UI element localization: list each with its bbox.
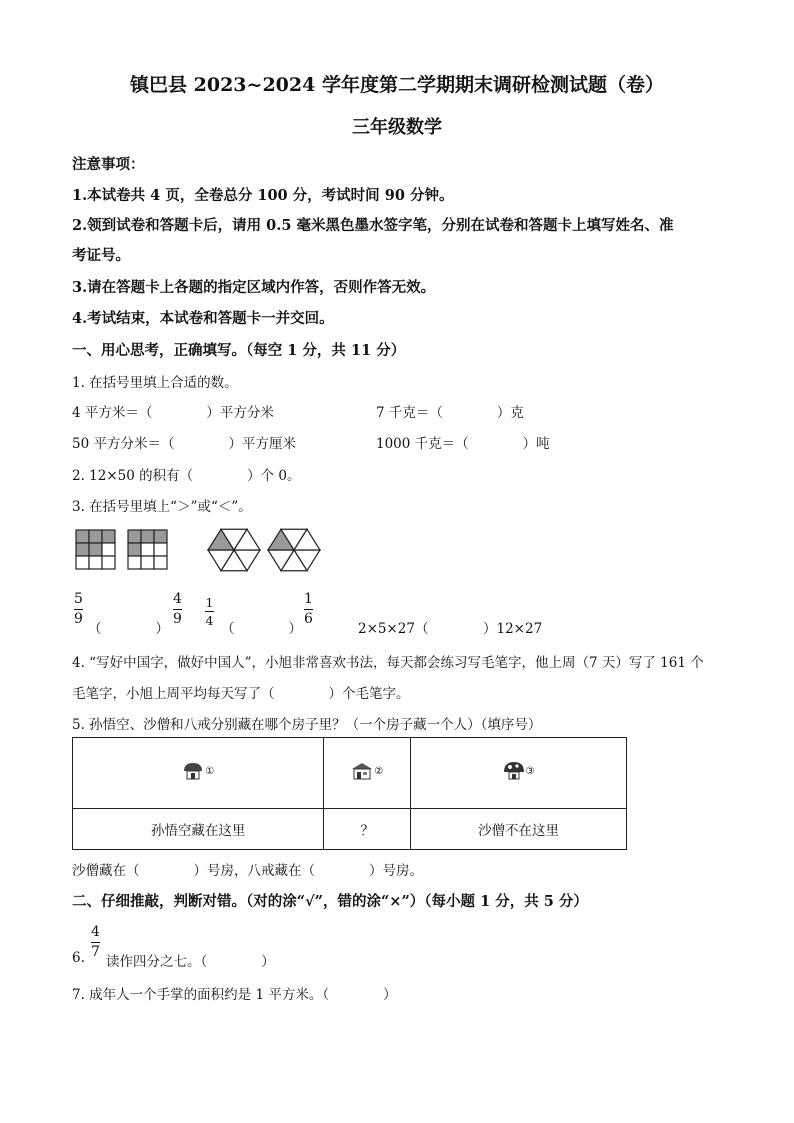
grid-cell <box>102 530 115 543</box>
notice-heading: 注意事项： <box>72 156 145 173</box>
grid-cell <box>89 556 102 569</box>
q6-number: 6. <box>72 950 85 966</box>
q3-blank-1: （ ） <box>88 621 169 637</box>
house-label-1: ① <box>205 765 215 777</box>
q5-prompt: 5. 孙悟空、沙僧和八戒分别藏在哪个房子里？（一个房子藏一个人）（填序号） <box>72 717 542 733</box>
q3-expr-right: ）12×27 <box>483 621 543 637</box>
grid-cell <box>76 530 89 543</box>
house-cell-3 <box>411 738 627 809</box>
house-label-3: ③ <box>525 765 535 777</box>
houses-table <box>72 737 627 850</box>
hexagon-figure-2 <box>268 529 320 570</box>
q3-expr-left: 2×5×27（ <box>358 621 429 637</box>
grid-cell <box>89 530 102 543</box>
section1-heading: 一、用心思考，正确填写。（每空 1 分，共 11 分） <box>72 342 406 359</box>
q6-text: 读作四分之七。（ ） <box>106 954 275 970</box>
cabin-house-icon <box>351 761 373 781</box>
house-cell-2 <box>324 738 411 809</box>
q1-prompt: 1. 在括号里填上合适的数。 <box>72 375 238 391</box>
q1-item-2: 7 千克＝（ ）克 <box>376 405 524 421</box>
exam-title: 镇巴县 2023~2024 学年度第二学期期末调研检测试题（卷） <box>130 74 664 96</box>
house-cell-1 <box>73 738 324 809</box>
grid-cell <box>141 530 154 543</box>
q1-item-4: 1000 千克＝（ ）吨 <box>376 436 550 452</box>
q4-line-2: 毛笔字，小旭上周平均每天写了（ ）个毛笔字。 <box>72 686 410 702</box>
q2-text: 2. 12×50 的积有（ ）个 0。 <box>72 468 301 484</box>
grid-cell <box>89 543 102 556</box>
exam-subtitle: 三年级数学 <box>352 117 442 138</box>
grid-figure-2 <box>128 530 167 569</box>
q7-text: 7. 成年人一个手掌的面积约是 1 平方米。（ ） <box>72 987 397 1003</box>
house-caption-3: 沙僧不在这里 <box>411 809 627 850</box>
grid-cell <box>102 556 115 569</box>
q6-fraction-4-7: 4 7 <box>91 924 100 960</box>
grid-cell <box>128 530 141 543</box>
grid-cell <box>76 543 89 556</box>
grid-cell <box>154 556 167 569</box>
notice-item-1: 1.本试卷共 4 页，全卷总分 100 分，考试时间 90 分钟。 <box>72 187 454 204</box>
grid-figure-1 <box>76 530 115 569</box>
q4-line-1: 4. “写好中国字，做好中国人”，小旭非常喜欢书法，每天都会练习写毛笔字，他上周（7 天）写了 161 个 <box>72 655 704 671</box>
house-label-2: ② <box>374 765 384 777</box>
grid-cell <box>76 556 89 569</box>
q3-fraction-4-9: 4 9 <box>173 591 182 627</box>
grid-cell <box>102 543 115 556</box>
q1-item-3: 50 平方分米＝（ ）平方厘米 <box>72 436 296 452</box>
grid-cell <box>154 530 167 543</box>
spotted-mushroom-house-icon <box>503 761 525 781</box>
notice-item-2: 2.领到试卷和答题卡后，请用 0.5 毫米黑色墨水签字笔，分别在试卷和答题卡上填写姓名、准 <box>72 217 674 234</box>
grid-cell <box>141 543 154 556</box>
q1-item-1: 4 平方米＝（ ）平方分米 <box>72 405 274 421</box>
q3-fraction-5-9: 5 9 <box>74 591 83 627</box>
grid-cell <box>141 556 154 569</box>
house-caption-1: 孙悟空藏在这里 <box>73 809 324 850</box>
grid-cell <box>154 543 167 556</box>
section2-heading: 二、仔细推敲，判断对错。（对的涂“√”，错的涂“×”）（每小题 1 分，共 5 分） <box>72 893 588 910</box>
house-caption-2: ？ <box>324 809 411 850</box>
grid-cell <box>128 556 141 569</box>
hexagon-figure-1 <box>208 529 260 570</box>
q5-answer: 沙僧藏在（ ）号房，八戒藏在（ ）号房。 <box>72 863 423 879</box>
mushroom-house-icon <box>182 761 204 781</box>
notice-item-4: 4.考试结束，本试卷和答题卡一并交回。 <box>72 310 334 327</box>
q3-figures <box>72 522 332 578</box>
grid-cell <box>128 543 141 556</box>
notice-item-2-cont: 考证号。 <box>72 247 130 264</box>
q3-prompt: 3. 在括号里填上“＞”或“＜”。 <box>72 499 252 515</box>
notice-item-3: 3.请在答题卡上各题的指定区域内作答，否则作答无效。 <box>72 279 436 296</box>
q3-blank-2: （ ） <box>221 621 302 637</box>
q3-fraction-1-4: 1 4 <box>205 595 214 628</box>
q3-fraction-1-6: 1 6 <box>304 591 313 627</box>
